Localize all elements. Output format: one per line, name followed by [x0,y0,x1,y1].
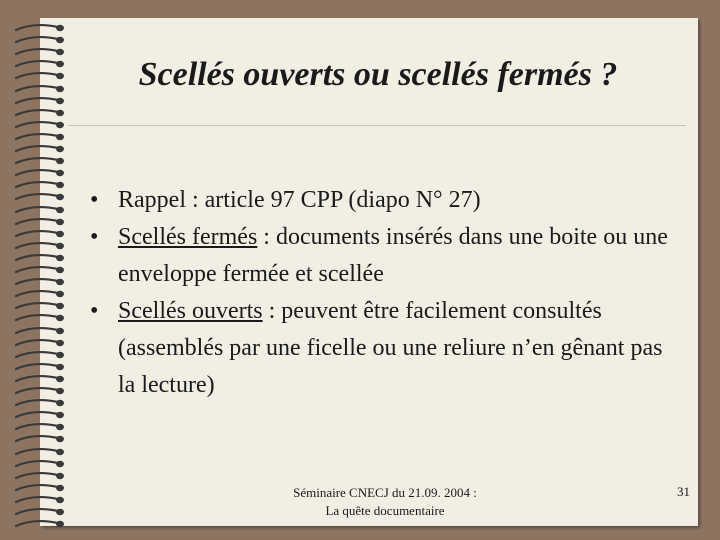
binding-ring [14,20,68,30]
bullet-text: : documents insérés dans une boite ou une enveloppe fermée et scellée [118,224,668,287]
binding-ring [14,141,68,151]
binding-ring [14,274,68,284]
binding-ring [14,81,68,91]
bullet-term: Scellés ouverts [118,298,263,324]
binding-ring [14,444,68,454]
binding-ring [14,419,68,429]
binding-ring [14,456,68,466]
binding-ring [14,129,68,139]
binding-ring [14,323,68,333]
binding-ring [14,262,68,272]
footer-line-2: La quête documentaire [325,503,445,518]
binding-ring [14,226,68,236]
binding-ring [14,250,68,260]
bullet-text: : peuvent être facilement consultés (assemblés par une ficelle ou une reliure n’en gênant pas la lecture) [118,298,663,398]
binding-ring [14,117,68,127]
binding-ring [14,516,68,526]
binding-ring [14,407,68,417]
binding-ring [14,480,68,490]
binding-ring [14,105,68,115]
binding-ring [14,93,68,103]
binding-ring [14,347,68,357]
binding-ring [14,177,68,187]
binding-ring [14,504,68,514]
binding-ring [14,238,68,248]
binding-ring [14,165,68,175]
bullet-item [88,219,678,293]
binding-ring [14,44,68,54]
binding-ring [14,310,68,320]
binding-ring [14,56,68,66]
binding-ring [14,298,68,308]
footer-line-1: Séminaire CNECJ du 21.09. 2004 : [293,485,477,500]
bullet-text: Rappel : article 97 CPP (diapo N° 27) [118,187,481,213]
slide-footer [250,484,520,520]
binding-ring [14,189,68,199]
binding-ring [14,359,68,369]
binding-ring [14,335,68,345]
title-divider [68,125,686,126]
binding-ring [14,468,68,478]
bullet-list [88,182,678,404]
binding-ring [14,395,68,405]
slide-title: Scellés ouverts ou scellés fermés ? [138,56,618,93]
bullet-term: Scellés fermés [118,224,258,250]
binding-ring [14,286,68,296]
binding-ring [14,492,68,502]
binding-ring [14,371,68,381]
binding-ring [14,431,68,441]
binding-ring [14,32,68,42]
bullet-item [88,293,678,404]
binding-ring [14,68,68,78]
binding-ring [14,202,68,212]
binding-ring [14,214,68,224]
binding-ring [14,153,68,163]
page-number: 31 [677,484,690,499]
binding-ring [14,383,68,393]
bullet-item [88,182,678,219]
